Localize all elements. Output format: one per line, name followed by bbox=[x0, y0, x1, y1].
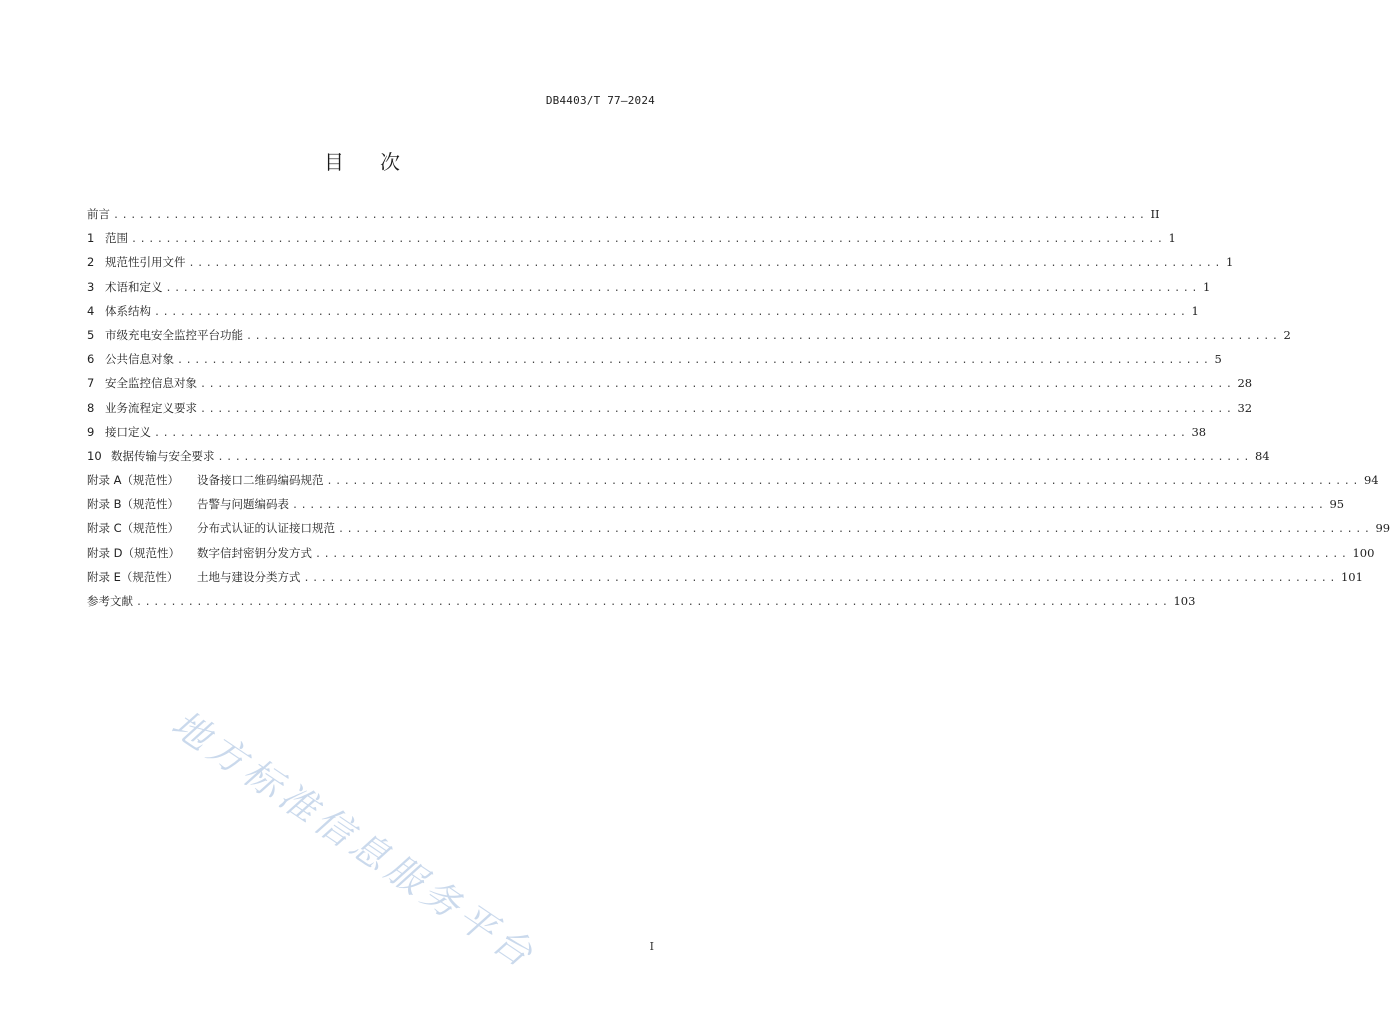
toc-entry-page: 28 bbox=[1237, 376, 1253, 391]
toc-entry-number: 10 bbox=[87, 448, 102, 463]
toc-entry-page: 38 bbox=[1191, 424, 1207, 439]
leader-dots: ........................................................................................................................ bbox=[217, 451, 1252, 463]
toc-entry-number: 6 bbox=[87, 352, 95, 367]
toc-entry-number: 附录 D（规范性） bbox=[87, 545, 181, 560]
leader-dots: ........................................................................................................................ bbox=[188, 258, 1223, 270]
toc-entry-number: 7 bbox=[87, 376, 95, 391]
toc-entry-number: 附录 A（规范性） bbox=[87, 473, 180, 488]
toc-entry-number: 2 bbox=[87, 255, 95, 270]
toc-entry-page: 2 bbox=[1283, 327, 1291, 342]
toc-entry-page: 32 bbox=[1237, 400, 1253, 415]
toc-entry-number: 1 bbox=[87, 231, 95, 246]
toc-entry-label: 分布式认证的认证接口规范 bbox=[197, 521, 335, 536]
leader-dots: ........................................................................................................................ bbox=[154, 427, 1189, 439]
toc-entry-label: 前言 bbox=[87, 207, 110, 221]
leader-dots: ........................................................................................................................ bbox=[326, 476, 1361, 488]
toc-entry-references[interactable] bbox=[87, 593, 1196, 617]
leader-dots: ........................................................................................................................ bbox=[113, 210, 1148, 221]
toc-entry-2[interactable] bbox=[87, 254, 1234, 278]
toc-entry-7[interactable] bbox=[87, 375, 1253, 399]
toc-entry-4[interactable] bbox=[87, 303, 1199, 327]
toc-entry-page: 1 bbox=[1202, 279, 1211, 294]
toc-entry-number: 3 bbox=[87, 279, 95, 294]
leader-dots: ........................................................................................................................ bbox=[200, 379, 1235, 391]
toc-entry-number: 5 bbox=[87, 327, 95, 342]
toc-entry-appendix-a[interactable] bbox=[87, 472, 1379, 496]
leader-dots: ........................................................................................................................ bbox=[292, 500, 1327, 512]
toc-entry-page: 1 bbox=[1168, 231, 1176, 246]
toc-entry-appendix-b[interactable] bbox=[87, 496, 1345, 520]
toc-entry-label: 范围 bbox=[105, 231, 128, 246]
toc-entry-9[interactable] bbox=[87, 424, 1207, 448]
toc-entry-3[interactable] bbox=[87, 279, 1211, 303]
toc-entry-number: 8 bbox=[87, 400, 95, 415]
table-of-contents bbox=[87, 206, 1390, 617]
toc-entry-page: 5 bbox=[1214, 352, 1222, 367]
leader-dots: ........................................................................................................................ bbox=[136, 597, 1171, 608]
toc-entry-number: 4 bbox=[87, 303, 95, 318]
toc-entry-page: 1 bbox=[1191, 303, 1199, 318]
toc-entry-label: 体系结构 bbox=[105, 303, 151, 318]
toc-entry-label: 规范性引用文件 bbox=[105, 255, 186, 270]
toc-entry-page: 100 bbox=[1352, 545, 1375, 560]
toc-entry-foreword[interactable] bbox=[87, 206, 1160, 230]
leader-dots: ........................................................................................................................ bbox=[177, 355, 1212, 367]
toc-entry-label: 术语和定义 bbox=[105, 279, 163, 294]
leader-dots: ........................................................................................................................ bbox=[315, 548, 1350, 560]
leader-dots: ........................................................................................................................ bbox=[246, 330, 1281, 342]
toc-entry-10[interactable] bbox=[87, 448, 1270, 472]
toc-entry-number: 附录 E（规范性） bbox=[87, 569, 179, 584]
toc-entry-label: 市级充电安全监控平台功能 bbox=[105, 327, 243, 342]
toc-entry-page: 101 bbox=[1340, 569, 1363, 584]
toc-entry-appendix-c[interactable] bbox=[87, 520, 1390, 544]
toc-entry-page: 84 bbox=[1254, 448, 1270, 463]
title-char-2: 次 bbox=[380, 150, 400, 174]
page-number: I bbox=[649, 940, 654, 953]
toc-entry-5[interactable] bbox=[87, 327, 1291, 351]
toc-entry-number: 9 bbox=[87, 424, 95, 439]
title-char-1: 目 bbox=[324, 150, 344, 174]
toc-entry-label: 告警与问题编码表 bbox=[197, 497, 289, 512]
watermark-text: 地方标准信息服务平台 bbox=[164, 702, 545, 979]
toc-entry-appendix-d[interactable] bbox=[87, 545, 1375, 569]
leader-dots: ........................................................................................................................ bbox=[200, 403, 1235, 415]
toc-entry-number: 附录 C（规范性） bbox=[87, 521, 180, 536]
leader-dots: ........................................................................................................................ bbox=[154, 306, 1189, 318]
leader-dots: ........................................................................................................................ bbox=[338, 524, 1373, 536]
toc-entry-label: 数字信封密钥分发方式 bbox=[197, 545, 312, 560]
document-code: DB4403/T 77—2024 bbox=[545, 94, 655, 107]
toc-entry-page: 95 bbox=[1329, 497, 1345, 512]
toc-entry-label: 业务流程定义要求 bbox=[105, 400, 197, 415]
toc-entry-label: 土地与建设分类方式 bbox=[197, 569, 301, 584]
toc-entry-label: 设备接口二维码编码规范 bbox=[197, 473, 324, 488]
leader-dots: ........................................................................................................................ bbox=[303, 572, 1338, 584]
toc-entry-page: 1 bbox=[1225, 255, 1234, 270]
toc-entry-page: 94 bbox=[1363, 473, 1379, 488]
toc-entry-label: 数据传输与安全要求 bbox=[111, 448, 215, 463]
toc-entry-page: 103 bbox=[1173, 594, 1196, 608]
leader-dots: ........................................................................................................................ bbox=[165, 282, 1200, 294]
toc-entry-label: 安全监控信息对象 bbox=[105, 376, 197, 391]
toc-entry-label: 参考文献 bbox=[87, 594, 133, 608]
toc-entry-label: 接口定义 bbox=[105, 424, 151, 439]
toc-entry-page: 99 bbox=[1375, 521, 1390, 536]
leader-dots: ........................................................................................................................ bbox=[131, 234, 1166, 246]
page-title bbox=[0, 146, 724, 175]
toc-entry-6[interactable] bbox=[87, 351, 1222, 375]
toc-entry-appendix-e[interactable] bbox=[87, 569, 1363, 593]
toc-entry-page: II bbox=[1150, 207, 1160, 221]
toc-entry-1[interactable] bbox=[87, 230, 1176, 254]
toc-entry-number: 附录 B（规范性） bbox=[87, 497, 180, 512]
toc-entry-label: 公共信息对象 bbox=[105, 352, 174, 367]
toc-entry-8[interactable] bbox=[87, 400, 1253, 424]
